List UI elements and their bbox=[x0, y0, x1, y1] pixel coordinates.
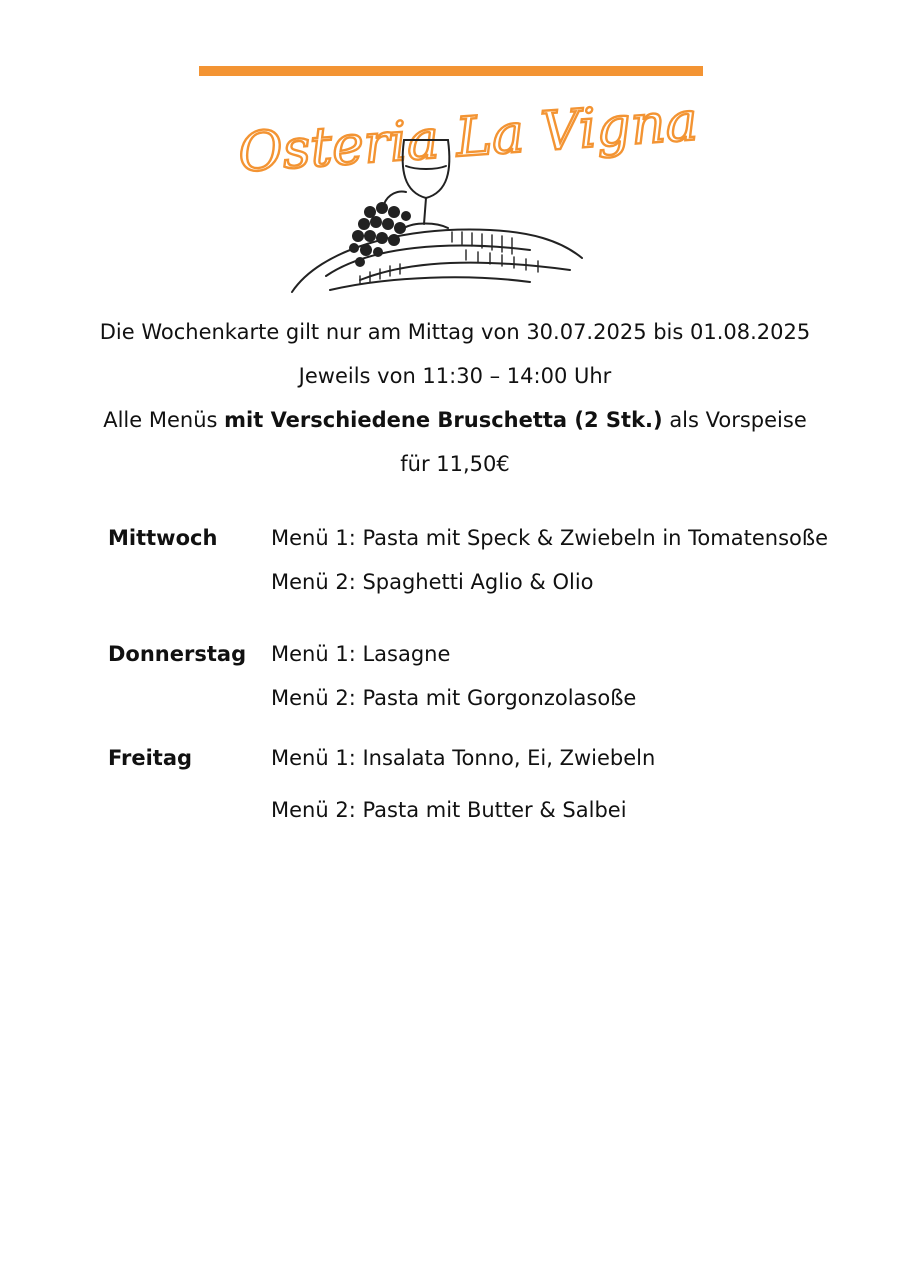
validity-text: Die Wochenkarte gilt nur am Mittag von 30.07.2025 bis 01.08.2025 bbox=[99, 320, 811, 344]
menu-item: Menü 2: Pasta mit Gorgonzolasoße bbox=[271, 686, 637, 710]
day-label-freitag: Freitag bbox=[108, 746, 193, 770]
menu-item: Menü 1: Pasta mit Speck & Zwiebeln in Tomatensoße bbox=[271, 526, 829, 550]
logo bbox=[230, 80, 700, 300]
header-accent-bar bbox=[199, 66, 703, 76]
price-text: für 11,50€ bbox=[400, 452, 510, 476]
day-label-donnerstag: Donnerstag bbox=[108, 642, 247, 666]
menu-item: Menü 1: Insalata Tonno, Ei, Zwiebeln bbox=[271, 746, 656, 770]
starter-text-bold: mit Verschiedene Bruschetta (2 Stk.) bbox=[224, 408, 663, 432]
svg-text:Osteria La Vigna: Osteria La Vigna bbox=[236, 89, 700, 185]
starter-info bbox=[0, 408, 910, 432]
menu-item: Menü 2: Spaghetti Aglio & Olio bbox=[271, 570, 594, 594]
day-label-mittwoch: Mittwoch bbox=[108, 526, 218, 550]
menu-item: Menü 1: Lasagne bbox=[271, 642, 451, 666]
logo-text bbox=[236, 89, 699, 184]
starter-text-after: als Vorspeise bbox=[662, 408, 807, 432]
starter-text-before: Alle Menüs bbox=[103, 408, 225, 432]
menu-item: Menü 2: Pasta mit Butter & Salbei bbox=[271, 798, 627, 822]
opening-hours-text: Jeweils von 11:30 – 14:00 Uhr bbox=[298, 364, 612, 388]
